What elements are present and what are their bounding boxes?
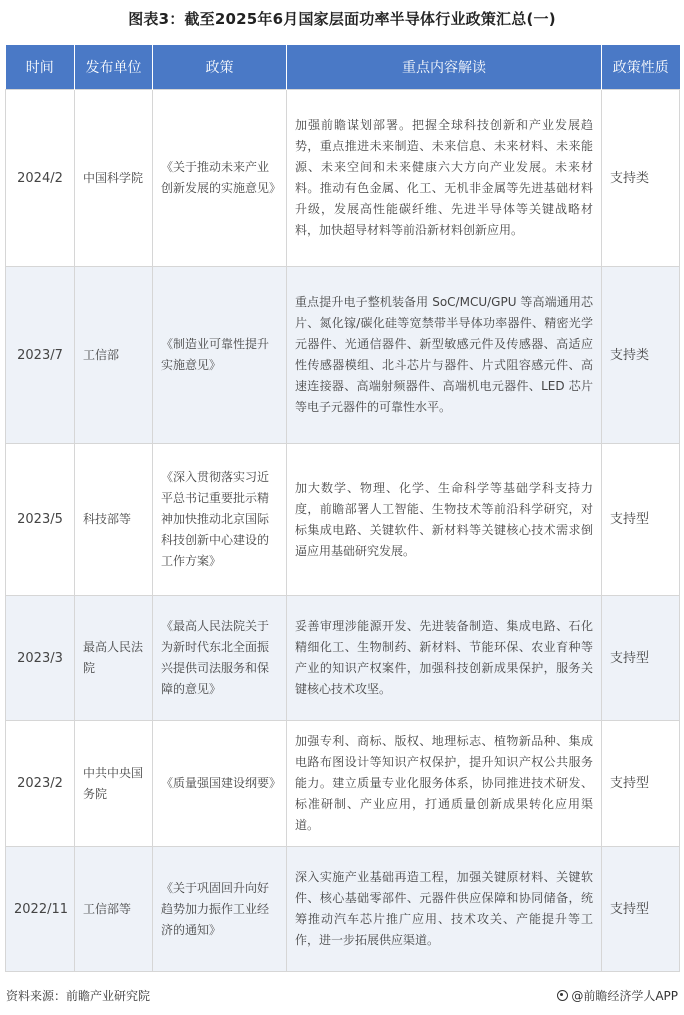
cell-unit: 工信部	[75, 267, 153, 444]
cell-nature: 支持类	[602, 90, 680, 267]
cell-unit: 最高人民法院	[75, 596, 153, 721]
header-unit: 发布单位	[75, 45, 153, 90]
table-row	[6, 444, 680, 596]
cell-nature: 支持型	[602, 721, 680, 847]
cell-time: 2023/3	[6, 596, 75, 721]
header-content: 重点内容解读	[287, 45, 602, 90]
table-row	[6, 596, 680, 721]
source-note: 资料来源：前瞻产业研究院	[6, 989, 151, 1003]
cell-unit: 工信部等	[75, 847, 153, 972]
cell-time: 2023/2	[6, 721, 75, 847]
cell-content: 妥善审理涉能源开发、先进装备制造、集成电路、石化精细化工、生物制药、新材料、节能环保、农业育种等产业的知识产权案件，加强科技创新成果保护，服务关键核心技术攻坚。	[287, 596, 602, 721]
cell-unit: 中国科学院	[75, 90, 153, 267]
header-time: 时间	[6, 45, 75, 90]
header-nature: 政策性质	[602, 45, 680, 90]
cell-content: 深入实施产业基础再造工程，加强关键原材料、关键软件、核心基础零部件、元器件供应保障和协同储备，统筹推动汽车芯片推广应用、技术攻关、产能提升等工作，进一步拓展供应渠道。	[287, 847, 602, 972]
cell-time: 2023/7	[6, 267, 75, 444]
table-row	[6, 721, 680, 847]
cell-policy: 《关于巩固回升向好趋势加力振作工业经济的通知》	[153, 847, 287, 972]
qianzhan-logo-icon	[557, 990, 568, 1001]
table-row	[6, 847, 680, 972]
cell-time: 2024/2	[6, 90, 75, 267]
cell-content: 重点提升电子整机装备用 SoC/MCU/GPU 等高端通用芯片、氮化镓/碳化硅等宽禁带半导体功率器件、精密光学元器件、光通信器件、新型敏感元件及传感器、高适应性传感器模组、北斗芯片与器件、片式阻容感元件、高速连接器、高端射频器件、高端机电元器件、LED 芯片等电子元器件的可靠性水平。	[287, 267, 602, 444]
brand-credit	[557, 987, 678, 1004]
cell-content: 加强前瞻谋划部署。把握全球科技创新和产业发展趋势，重点推进未来制造、未来信息、未来材料、未来能源、未来空间和未来健康六大方向产业发展。未来材料。推动有色金属、化工、无机非金属等先进基础材料升级，发展高性能碳纤维、先进半导体等关键战略材料，加快超导材料等前沿新材料创新应用。	[287, 90, 602, 267]
cell-time: 2022/11	[6, 847, 75, 972]
table-row	[6, 90, 680, 267]
cell-content: 加强专利、商标、版权、地理标志、植物新品种、集成电路布图设计等知识产权保护，提升知识产权公共服务能力。建立质量专业化服务体系，协同推进技术研发、标准研制、产业应用，打通质量创新成果转化应用渠道。	[287, 721, 602, 847]
header-policy: 政策	[153, 45, 287, 90]
cell-content: 加大数学、物理、化学、生命科学等基础学科支持力度，前瞻部署人工智能、生物技术等前沿科学研究，对标集成电路、关键软件、新材料等关键核心技术需求倒逼应用基础研究发展。	[287, 444, 602, 596]
cell-policy: 《关于推动未来产业创新发展的实施意见》	[153, 90, 287, 267]
brand-text: @前瞻经济学人APP	[571, 989, 678, 1003]
cell-unit: 科技部等	[75, 444, 153, 596]
cell-time: 2023/5	[6, 444, 75, 596]
cell-policy: 《质量强国建设纲要》	[153, 721, 287, 847]
page-title: 图表3：截至2025年6月国家层面功率半导体行业政策汇总(一)	[128, 10, 556, 28]
cell-policy: 《最高人民法院关于为新时代东北全面振兴提供司法服务和保障的意见》	[153, 596, 287, 721]
cell-policy: 《制造业可靠性提升实施意见》	[153, 267, 287, 444]
cell-nature: 支持型	[602, 596, 680, 721]
cell-nature: 支持型	[602, 444, 680, 596]
table-row	[6, 267, 680, 444]
cell-nature: 支持类	[602, 267, 680, 444]
table-header-row	[6, 45, 680, 90]
cell-nature: 支持型	[602, 847, 680, 972]
cell-policy: 《深入贯彻落实习近平总书记重要批示精神加快推动北京国际科技创新中心建设的工作方案》	[153, 444, 287, 596]
cell-unit: 中共中央国务院	[75, 721, 153, 847]
policy-table	[5, 45, 680, 972]
